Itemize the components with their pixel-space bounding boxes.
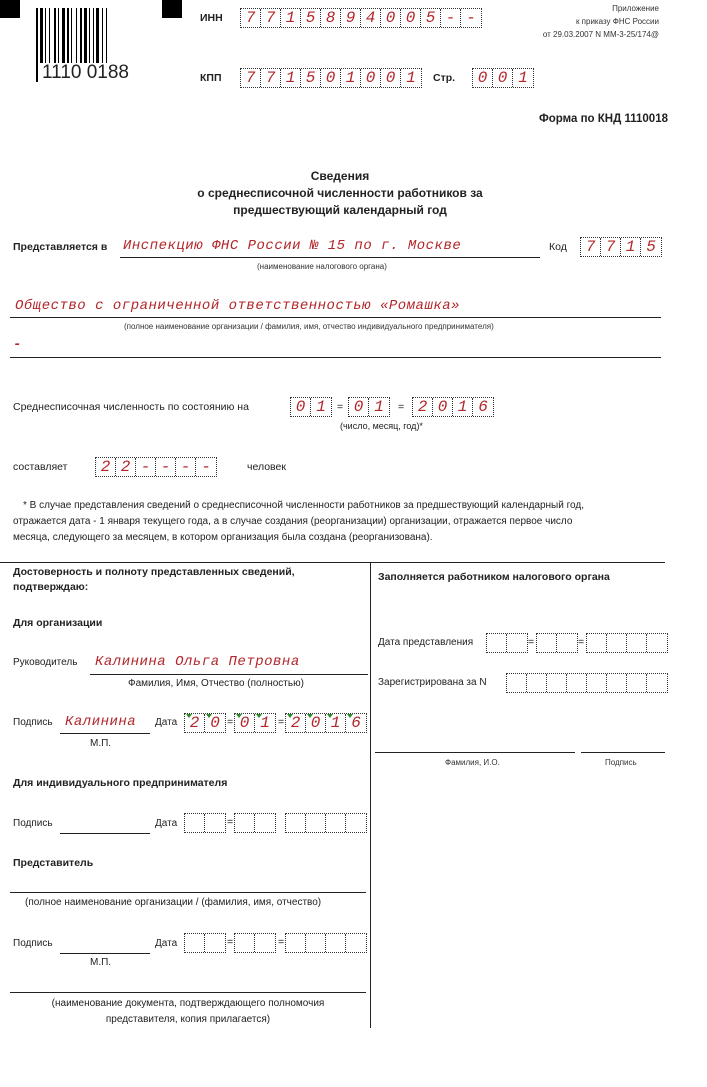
- code-label: Код: [549, 241, 567, 253]
- digit-cell[interactable]: [487, 634, 507, 652]
- organization-name-value[interactable]: Общество с ограниченной ответственностью «Ромашка»: [15, 298, 461, 314]
- head-label: Руководитель: [13, 657, 78, 668]
- digit-cell[interactable]: [627, 634, 647, 652]
- digit-cell[interactable]: 1: [316, 398, 326, 416]
- sign-year-field[interactable]: [285, 713, 367, 733]
- date-separator: =: [278, 716, 285, 728]
- rep-month-field[interactable]: [234, 933, 276, 953]
- digit-cell[interactable]: 6: [346, 714, 366, 732]
- barcode-number: 1110 0188: [42, 62, 129, 83]
- rep-caption: (полное наименование организации / (фамилия, имя, отчество): [25, 897, 322, 908]
- digit-cell[interactable]: [627, 674, 647, 692]
- marker-square: [162, 0, 182, 18]
- caption-line: представителя, копия прилагается): [105, 1014, 271, 1025]
- authority-caption: (наименование налогового органа): [257, 262, 387, 271]
- headcount-amount-field[interactable]: [95, 457, 217, 477]
- digit-cell[interactable]: 0: [306, 714, 326, 732]
- caption-line: (наименование документа, подтверждающего полномочия: [51, 998, 325, 1009]
- digit-cell[interactable]: [647, 674, 667, 692]
- appendix-line: к приказу ФНС России: [575, 17, 659, 26]
- digit-cell[interactable]: 2: [116, 458, 136, 476]
- digit-cell[interactable]: 1: [621, 238, 641, 256]
- digit-cell[interactable]: 5: [301, 69, 321, 87]
- underline: [10, 357, 661, 358]
- digit-cell[interactable]: 1: [406, 69, 416, 87]
- digit-cell[interactable]: 9: [341, 9, 361, 27]
- date-separator: =: [227, 716, 234, 728]
- barcode-bar: [36, 8, 38, 82]
- digit-cell[interactable]: 0: [401, 9, 421, 27]
- organization-line2-value[interactable]: -: [13, 337, 22, 353]
- underline[interactable]: [60, 833, 150, 834]
- footnote-line: * В случае представления сведений о среднесписочной численности работников за предшествующий календарный год,: [23, 500, 584, 511]
- digit-cell[interactable]: 1: [281, 69, 301, 87]
- underline: [120, 257, 540, 258]
- digit-cell[interactable]: [607, 674, 627, 692]
- digit-cell[interactable]: 0: [361, 69, 381, 87]
- page-label: Стр.: [433, 72, 456, 84]
- digit-cell[interactable]: 0: [381, 9, 401, 27]
- rep-sign-label: Подпись: [13, 938, 53, 949]
- rep-heading: Представитель: [13, 857, 94, 869]
- tax-office-heading: Заполняется работником налогового органа: [378, 571, 610, 583]
- stamp-label: М.П.: [90, 738, 112, 749]
- submission-year-field[interactable]: [586, 633, 668, 653]
- title-line: предшествующий календарный год: [233, 203, 447, 217]
- tax-authority-value[interactable]: Инспекцию ФНС России № 15 по г. Москве: [123, 238, 462, 254]
- digit-cell[interactable]: [346, 934, 366, 952]
- registration-number-field[interactable]: [506, 673, 668, 693]
- digit-cell[interactable]: [326, 934, 346, 952]
- digit-cell[interactable]: [507, 634, 527, 652]
- date-separator: =: [578, 636, 585, 648]
- inn-label: ИНН: [200, 12, 223, 24]
- underline: [10, 317, 661, 318]
- inn-field[interactable]: [240, 8, 482, 28]
- digit-cell[interactable]: [286, 934, 306, 952]
- digit-cell[interactable]: [557, 634, 577, 652]
- rep-date-label: Дата: [155, 938, 178, 949]
- submission-month-field[interactable]: [536, 633, 578, 653]
- digit-cell[interactable]: 5: [301, 9, 321, 27]
- kpp-label: КПП: [200, 72, 222, 84]
- submission-day-field[interactable]: [486, 633, 528, 653]
- underline: [90, 674, 368, 675]
- rep-day-field[interactable]: [184, 933, 226, 953]
- digit-cell[interactable]: [607, 634, 627, 652]
- amount-label: составляет: [13, 461, 68, 473]
- digit-cell[interactable]: -: [176, 458, 196, 476]
- name-caption: Фамилия, И.О.: [445, 758, 500, 767]
- ip-day-field[interactable]: [184, 813, 226, 833]
- ip-month-field[interactable]: [234, 813, 276, 833]
- digit-cell[interactable]: [286, 814, 306, 832]
- digit-cell[interactable]: -: [136, 458, 156, 476]
- digit-cell[interactable]: 1: [326, 714, 346, 732]
- digit-cell[interactable]: 8: [321, 9, 341, 27]
- date-caption: (число, месяц, год)*: [340, 421, 423, 431]
- footnote: [13, 498, 584, 546]
- digit-cell[interactable]: [567, 674, 587, 692]
- digit-cell[interactable]: [537, 634, 557, 652]
- digit-cell[interactable]: 1: [518, 69, 528, 87]
- digit-cell[interactable]: [205, 814, 225, 832]
- confirm-heading: [13, 565, 295, 595]
- digit-cell[interactable]: -: [201, 458, 211, 476]
- digit-cell[interactable]: 7: [261, 69, 281, 87]
- digit-cell[interactable]: 0: [205, 714, 225, 732]
- footnote-line: месяца, следующего за месяцем, в котором организация была создана (реорганизована).: [13, 532, 433, 543]
- underline[interactable]: [10, 892, 366, 893]
- digit-cell[interactable]: 7: [601, 238, 621, 256]
- digit-cell[interactable]: 2: [185, 714, 205, 732]
- ip-sign-label: Подпись: [13, 818, 53, 829]
- org-heading: Для организации: [13, 617, 103, 629]
- ip-year-field[interactable]: [285, 813, 367, 833]
- sign-day-field[interactable]: [184, 713, 226, 733]
- digit-cell[interactable]: 5: [421, 9, 441, 27]
- headcount-year-field[interactable]: [412, 397, 494, 417]
- digit-cell[interactable]: -: [441, 9, 461, 27]
- sign-label: Подпись: [13, 717, 53, 728]
- column-divider: [370, 562, 371, 1028]
- digit-cell[interactable]: [346, 814, 366, 832]
- organization-caption: (полное наименование организации / фамилия, имя, отчество индивидуального предпринимателя): [124, 322, 494, 331]
- digit-cell[interactable]: [235, 934, 255, 952]
- digit-cell[interactable]: 0: [493, 69, 513, 87]
- page-title: [0, 168, 680, 219]
- unit-label: человек: [247, 461, 286, 473]
- digit-cell[interactable]: 1: [341, 69, 361, 87]
- head-name-value[interactable]: Калинина Ольга Петровна: [95, 654, 300, 670]
- underline[interactable]: [60, 953, 150, 954]
- underline[interactable]: [10, 992, 366, 993]
- code-field[interactable]: [580, 237, 662, 257]
- heading-line: Достоверность и полноту представленных сведений,: [13, 566, 295, 578]
- headcount-month-field[interactable]: [348, 397, 390, 417]
- rep-year-field[interactable]: [285, 933, 367, 953]
- digit-cell[interactable]: [255, 814, 275, 832]
- form-code: Форма по КНД 1110018: [538, 113, 668, 125]
- digit-cell[interactable]: -: [466, 9, 476, 27]
- digit-cell[interactable]: -: [156, 458, 176, 476]
- ip-date-label: Дата: [155, 818, 178, 829]
- date-separator: =: [227, 816, 234, 828]
- date-separator: =: [227, 936, 234, 948]
- digit-cell[interactable]: [527, 674, 547, 692]
- sign-month-field[interactable]: [234, 713, 276, 733]
- underline: [581, 752, 665, 753]
- date-separator: =: [398, 401, 405, 413]
- date-separator: =: [337, 401, 344, 413]
- date-separator: =: [278, 936, 285, 948]
- digit-cell[interactable]: 5: [646, 238, 656, 256]
- digit-cell[interactable]: 1: [453, 398, 473, 416]
- ip-heading: Для индивидуального предпринимателя: [13, 777, 228, 789]
- digit-cell[interactable]: 2: [413, 398, 433, 416]
- headcount-day-field[interactable]: [290, 397, 332, 417]
- appendix-note: [543, 2, 659, 41]
- digit-cell[interactable]: [587, 634, 607, 652]
- date-label: Дата: [155, 717, 178, 728]
- digit-cell[interactable]: 0: [473, 69, 493, 87]
- heading-line: подтверждаю:: [13, 581, 89, 593]
- digit-cell[interactable]: [185, 814, 205, 832]
- digit-cell[interactable]: 2: [286, 714, 306, 732]
- sign-caption: Подпись: [605, 758, 637, 767]
- digit-cell[interactable]: 7: [261, 9, 281, 27]
- appendix-line: Приложение: [612, 4, 659, 13]
- digit-cell[interactable]: 7: [581, 238, 601, 256]
- submission-date-label: Дата представления: [378, 637, 474, 648]
- digit-cell[interactable]: [255, 934, 275, 952]
- digit-cell[interactable]: 1: [255, 714, 275, 732]
- digit-cell[interactable]: 4: [361, 9, 381, 27]
- digit-cell[interactable]: 0: [349, 398, 369, 416]
- digit-cell[interactable]: [547, 674, 567, 692]
- digit-cell[interactable]: 2: [96, 458, 116, 476]
- head-caption: Фамилия, Имя, Отчество (полностью): [128, 678, 304, 689]
- digit-cell[interactable]: 0: [235, 714, 255, 732]
- digit-cell[interactable]: [326, 814, 346, 832]
- section-divider: [0, 562, 665, 563]
- digit-cell[interactable]: [507, 674, 527, 692]
- digit-cell[interactable]: [306, 814, 326, 832]
- digit-cell[interactable]: [185, 934, 205, 952]
- doc-caption: [10, 996, 366, 1028]
- digit-cell[interactable]: 7: [241, 69, 261, 87]
- digit-cell[interactable]: [587, 674, 607, 692]
- underline: [375, 752, 575, 753]
- digit-cell[interactable]: 6: [478, 398, 488, 416]
- signature-value[interactable]: Калинина: [65, 714, 137, 730]
- digit-cell[interactable]: 0: [381, 69, 401, 87]
- digit-cell[interactable]: [235, 814, 255, 832]
- title-line: о среднесписочной численности работников за: [197, 186, 483, 200]
- registration-label: Зарегистрирована за N: [378, 677, 487, 688]
- rep-stamp-label: М.П.: [90, 957, 112, 968]
- underline: [60, 733, 150, 734]
- date-separator: =: [528, 636, 535, 648]
- footnote-line: отражается дата - 1 января текущего года, а в случае создания (реорганизации) организации, отражается первое число: [13, 516, 573, 527]
- digit-cell[interactable]: 1: [374, 398, 384, 416]
- submit-label: Представляется в: [13, 241, 108, 253]
- appendix-line: от 29.03.2007 N ММ-3-25/174@: [542, 30, 659, 39]
- page-field[interactable]: [472, 68, 534, 88]
- marker-square: [0, 0, 20, 18]
- digit-cell[interactable]: [647, 634, 667, 652]
- digit-cell[interactable]: 7: [241, 9, 261, 27]
- kpp-field[interactable]: [240, 68, 422, 88]
- digit-cell[interactable]: 0: [291, 398, 311, 416]
- title-line: Сведения: [310, 169, 370, 183]
- digit-cell[interactable]: 1: [281, 9, 301, 27]
- digit-cell[interactable]: 0: [321, 69, 341, 87]
- digit-cell[interactable]: 0: [433, 398, 453, 416]
- digit-cell[interactable]: [205, 934, 225, 952]
- digit-cell[interactable]: [306, 934, 326, 952]
- headcount-date-label: Среднесписочная численность по состоянию на: [13, 401, 249, 413]
